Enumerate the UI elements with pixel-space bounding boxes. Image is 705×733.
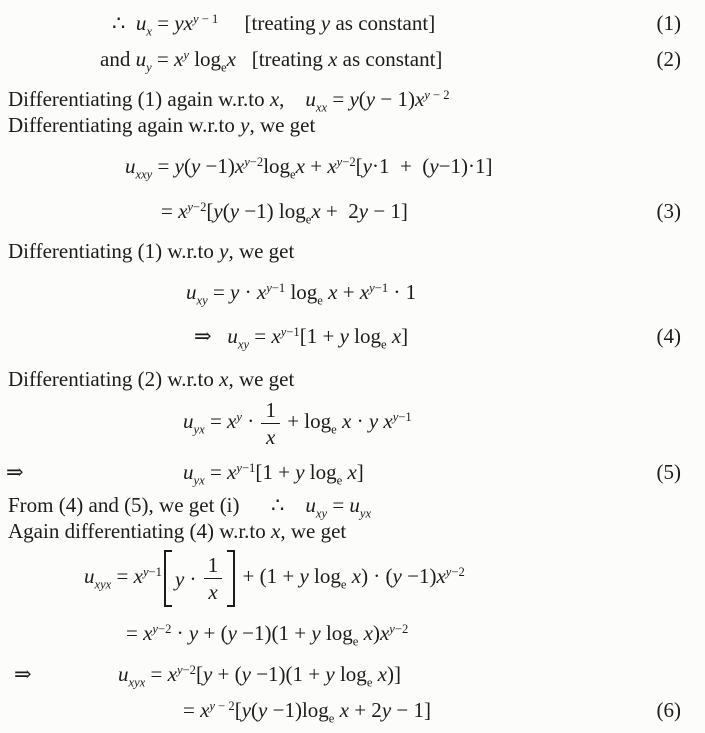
line-content: = $x^{y - 2}[y(y -1)\log_e$ x + 2y − 1] — [183, 698, 431, 726]
implies-arrow-marker: ⇒ — [6, 460, 24, 484]
line-uyx-result — [0, 459, 705, 489]
fraction: $\frac{1}{x}$ — [204, 553, 223, 604]
line-uxyx-result — [0, 661, 705, 691]
line-uxy-expand — [0, 279, 705, 309]
line-diff-1-y — [0, 238, 705, 264]
equation-number: (6) — [656, 698, 681, 722]
line-content: Again differentiating (4) w.r.to x, we get — [8, 519, 347, 543]
line-diff-2-x — [0, 366, 705, 392]
equation-number: (4) — [656, 324, 681, 348]
line-content: = $x^{y-2} \cdot y + (y -1)(1 + y$ $\log_e x)x^{y-2}$ — [126, 621, 409, 649]
line-uxxy-expand — [0, 153, 705, 183]
line-uxyx-expand — [0, 550, 705, 607]
line-content: ∴ $u_x = yx^{y - 1}$ [treating y as constant] — [112, 11, 436, 39]
line-uyx-expand — [0, 398, 705, 449]
line-content: Differentiating (2) w.r.to x, we get — [8, 367, 295, 391]
line-again-diff-4-x — [0, 518, 705, 544]
line-content: $u_{xxy} = y(y -1)x^{y-2}\log_ex + x^{y-2}[y\cdot 1 + (y-1)\cdot 1]$ — [125, 154, 493, 182]
line-content: From (4) and (5), we get (i) ∴ $u_{xy} = u_{yx}$ — [8, 493, 372, 521]
line-ux-definition — [0, 10, 705, 40]
line-content: Differentiating (1) w.r.to y, we get — [8, 239, 295, 263]
equation-number: (3) — [656, 199, 681, 223]
line-content: $u_{yx} = x^{y-1}[1 + y$ $\log_e x$] — [183, 460, 364, 488]
equation-number: (1) — [656, 11, 681, 35]
line-content: $u_{xy} = y \cdot x^{y-1}$ $\log_e x + x^{y-1} \cdot 1$ — [186, 280, 417, 308]
line-content: $u_{xyx} = x^{y-1}$ y · $\frac{1}{x}$ + (1 + y $\log_e x) \cdot (y -1)x^{y-2}$ — [84, 564, 465, 588]
line-uxy-result — [0, 323, 705, 353]
line-content: $u_{xyx} = x^{y-2}[y + (y -1)(1 + y$ $\log_e x$)] — [118, 662, 401, 690]
line-uxyx-final — [0, 697, 705, 727]
line-content: Differentiating (1) again w.r.to x, $u_{xx} = y(y - 1)x^{y - 2}$ — [8, 87, 450, 115]
big-square-brackets: y · $\frac{1}{x}$ — [164, 550, 235, 607]
implies-arrow-marker: ⇒ — [14, 662, 32, 686]
line-content: = $x^{y-2}[y(y -1) \log_ex + 2y - 1]$ — [161, 199, 408, 227]
line-uy-definition — [0, 46, 705, 76]
line-content: and $u_y = x^y$ $\log_ex$ [treating x as constant] — [100, 47, 443, 75]
line-content: Differentiating again w.r.to y, we get — [8, 113, 316, 137]
equation-number: (2) — [656, 47, 681, 71]
fraction: $\frac{1}{x}$ — [261, 398, 280, 449]
line-content: $u_{yx} = x^y$ · $\frac{1}{x}$ + $\log_e x \cdot y$ $x^{y-1}$ — [183, 398, 412, 450]
line-content: ⇒ $u_{xy} = x^{y-1}[1 + y$ $\log_e x$] — [194, 324, 409, 352]
line-diff-again-y — [0, 112, 705, 138]
line-uxxy-result — [0, 198, 705, 228]
equation-number: (5) — [656, 460, 681, 484]
line-uxyx-step — [0, 620, 705, 650]
